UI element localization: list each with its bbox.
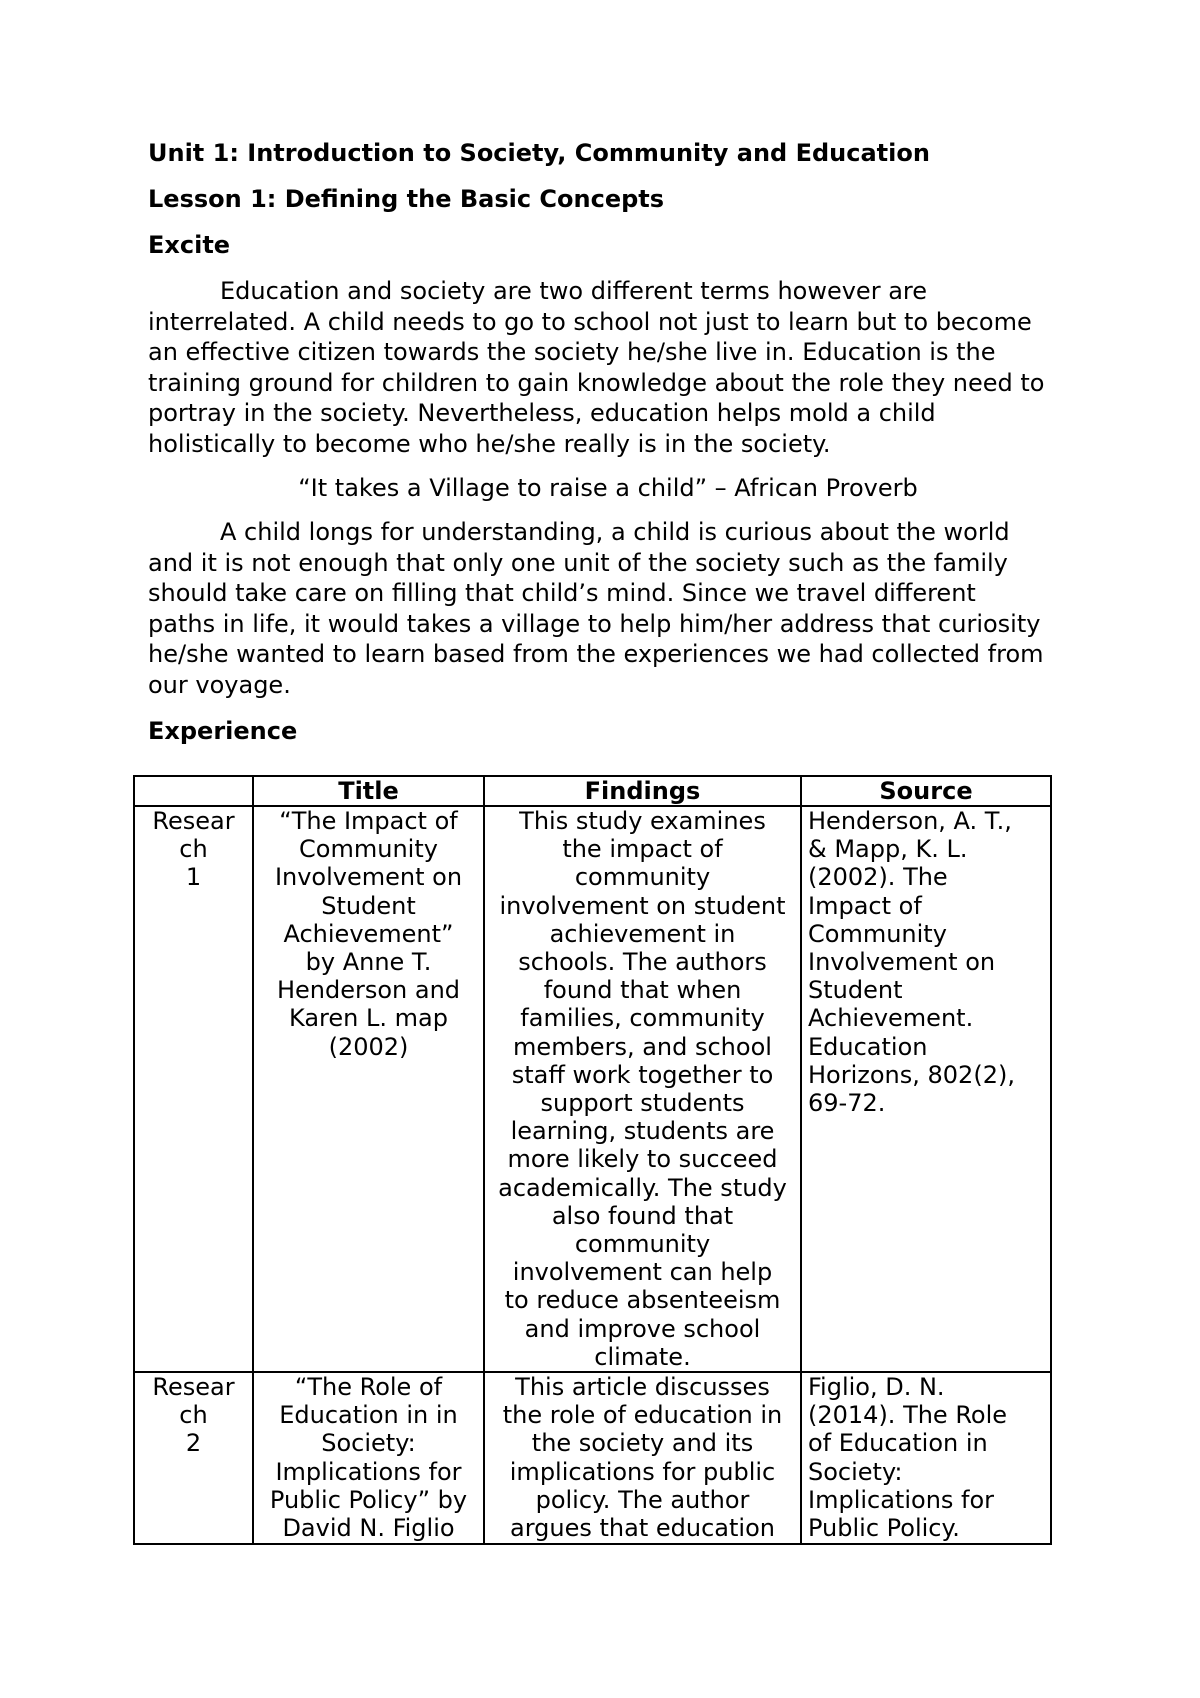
paragraph-line: and it is not enough that only one unit of the society such as the family — [148, 548, 1008, 577]
research-label-cell — [134, 806, 253, 1372]
header-findings: Findings — [484, 776, 801, 806]
cell-line: the society and its — [531, 1429, 754, 1458]
cell-line: members, and school — [513, 1032, 772, 1061]
paragraph-line: A child longs for understanding, a child is curious about the world — [220, 518, 1010, 546]
cell-line: support students — [540, 1089, 745, 1118]
paragraph-line: an effective citizen towards the society he/she live in. Education is the — [148, 338, 996, 366]
paragraph-line: interrelated. A child needs to go to school not just to learn but to become — [148, 307, 1032, 336]
cell-line: Society: — [808, 1457, 903, 1486]
paragraph-line: portray in the society. Nevertheless, education helps mold a child — [148, 399, 936, 427]
research-title-cell — [253, 806, 484, 1372]
unit-title: Unit 1: Introduction to Society, Community and Education — [148, 139, 930, 167]
cell-line: Society: — [321, 1429, 416, 1458]
cell-line: also found that — [551, 1201, 734, 1230]
cell-line: “The Role of — [294, 1373, 443, 1402]
cell-line: involvement on student — [499, 891, 786, 920]
header-source: Source — [801, 776, 1051, 806]
cell-line: argues that education — [510, 1514, 775, 1543]
header-blank — [134, 776, 253, 806]
proverb-quote: “It takes a Village to raise a child” – African Proverb — [298, 474, 918, 502]
cell-line: achievement in — [549, 919, 736, 948]
cell-line: Involvement on — [274, 863, 463, 892]
cell-line: (2014). The Role — [808, 1401, 1008, 1430]
cell-line: This study examines — [519, 807, 766, 835]
paragraph-line: paths in life, it would takes a village to help him/her address that curiosity — [148, 609, 1041, 638]
table-row — [134, 1372, 1051, 1544]
cell-line: Henderson, A. T., — [808, 807, 1012, 835]
document-page — [148, 138, 1068, 762]
header-title: Title — [253, 776, 484, 806]
cell-line: the role of education in — [502, 1401, 783, 1430]
cell-line: (2002) — [328, 1032, 409, 1061]
cell-line: Figlio, D. N. — [808, 1373, 945, 1402]
lesson-title: Lesson 1: Defining the Basic Concepts — [148, 185, 665, 213]
cell-line: families, community — [520, 1004, 765, 1033]
table-row — [134, 806, 1051, 1372]
table-header-row — [134, 776, 1051, 806]
research-table — [133, 775, 1052, 1545]
cell-line: involvement can help — [512, 1258, 773, 1287]
cell-line: Horizons, 802(2), — [808, 1060, 1015, 1089]
cell-line: Public Policy. — [808, 1514, 960, 1543]
cell-line: Impact of — [808, 891, 922, 920]
cell-line: Resear — [152, 1373, 235, 1402]
cell-line: David N. Figlio — [282, 1514, 455, 1543]
cell-line: implications for public — [509, 1457, 776, 1486]
cell-line: staff work together to — [511, 1060, 774, 1089]
cell-line: found that when — [543, 976, 742, 1005]
research-findings-cell — [484, 1372, 801, 1544]
cell-line: climate. — [594, 1342, 691, 1371]
paragraph-line: holistically to become who he/she really is in the society. — [148, 429, 831, 458]
cell-line: academically. The study — [498, 1173, 787, 1202]
cell-line: Henderson and — [276, 976, 461, 1005]
cell-line: “The Impact of — [279, 807, 458, 835]
cell-line: to reduce absenteeism — [504, 1286, 781, 1315]
cell-line: Implications for — [275, 1457, 462, 1486]
child-paragraph — [148, 517, 1068, 700]
paragraph-line: he/she wanted to learn based from the experiences we had collected from — [148, 640, 1044, 668]
cell-line: learning, students are — [510, 1117, 775, 1146]
cell-line: This article discusses — [515, 1373, 770, 1402]
cell-line: Karen L. map — [289, 1004, 448, 1033]
cell-line: ch — [179, 1401, 208, 1430]
cell-line: more likely to succeed — [507, 1145, 778, 1174]
cell-line: community — [574, 1230, 711, 1259]
paragraph-line: Education and society are two different terms however are — [220, 277, 928, 305]
cell-line: & Mapp, K. L. — [808, 835, 968, 864]
cell-line: policy. The author — [535, 1485, 750, 1514]
cell-line: Education — [808, 1032, 928, 1061]
cell-line: (2002). The — [808, 863, 948, 892]
research-source-cell — [801, 1372, 1051, 1544]
cell-line: 1 — [185, 863, 202, 892]
cell-line: Resear — [152, 807, 235, 835]
cell-line: Student — [808, 976, 903, 1005]
research-label-cell — [134, 1372, 253, 1544]
cell-line: Involvement on — [808, 948, 996, 977]
paragraph-line: training ground for children to gain knowledge about the role they need to — [148, 368, 1045, 397]
paragraph-line: should take care on filling that child’s mind. Since we travel different — [148, 579, 976, 607]
research-source-cell — [801, 806, 1051, 1372]
cell-line: Community — [299, 835, 438, 864]
cell-line: Implications for — [808, 1485, 995, 1514]
excite-paragraph — [148, 276, 1068, 459]
cell-line: Achievement” — [283, 919, 454, 948]
cell-line: and improve school — [524, 1314, 761, 1343]
cell-line: community — [574, 863, 711, 892]
cell-line: the impact of — [562, 835, 723, 864]
cell-line: Achievement. — [808, 1004, 974, 1033]
excite-heading: Excite — [148, 231, 231, 259]
paragraph-line: our voyage. — [148, 670, 291, 699]
cell-line: Student — [321, 891, 416, 920]
cell-line: Community — [808, 919, 947, 948]
research-title-cell — [253, 1372, 484, 1544]
research-findings-cell — [484, 806, 801, 1372]
cell-line: schools. The authors — [518, 948, 767, 977]
cell-line: Public Policy” by — [269, 1485, 468, 1514]
cell-line: of Education in — [808, 1429, 988, 1458]
cell-line: by Anne T. — [305, 948, 432, 977]
cell-line: Education in in — [279, 1401, 458, 1430]
experience-heading: Experience — [148, 717, 298, 745]
cell-line: 69-72. — [808, 1089, 886, 1118]
cell-line: 2 — [185, 1429, 202, 1458]
cell-line: ch — [179, 835, 208, 864]
